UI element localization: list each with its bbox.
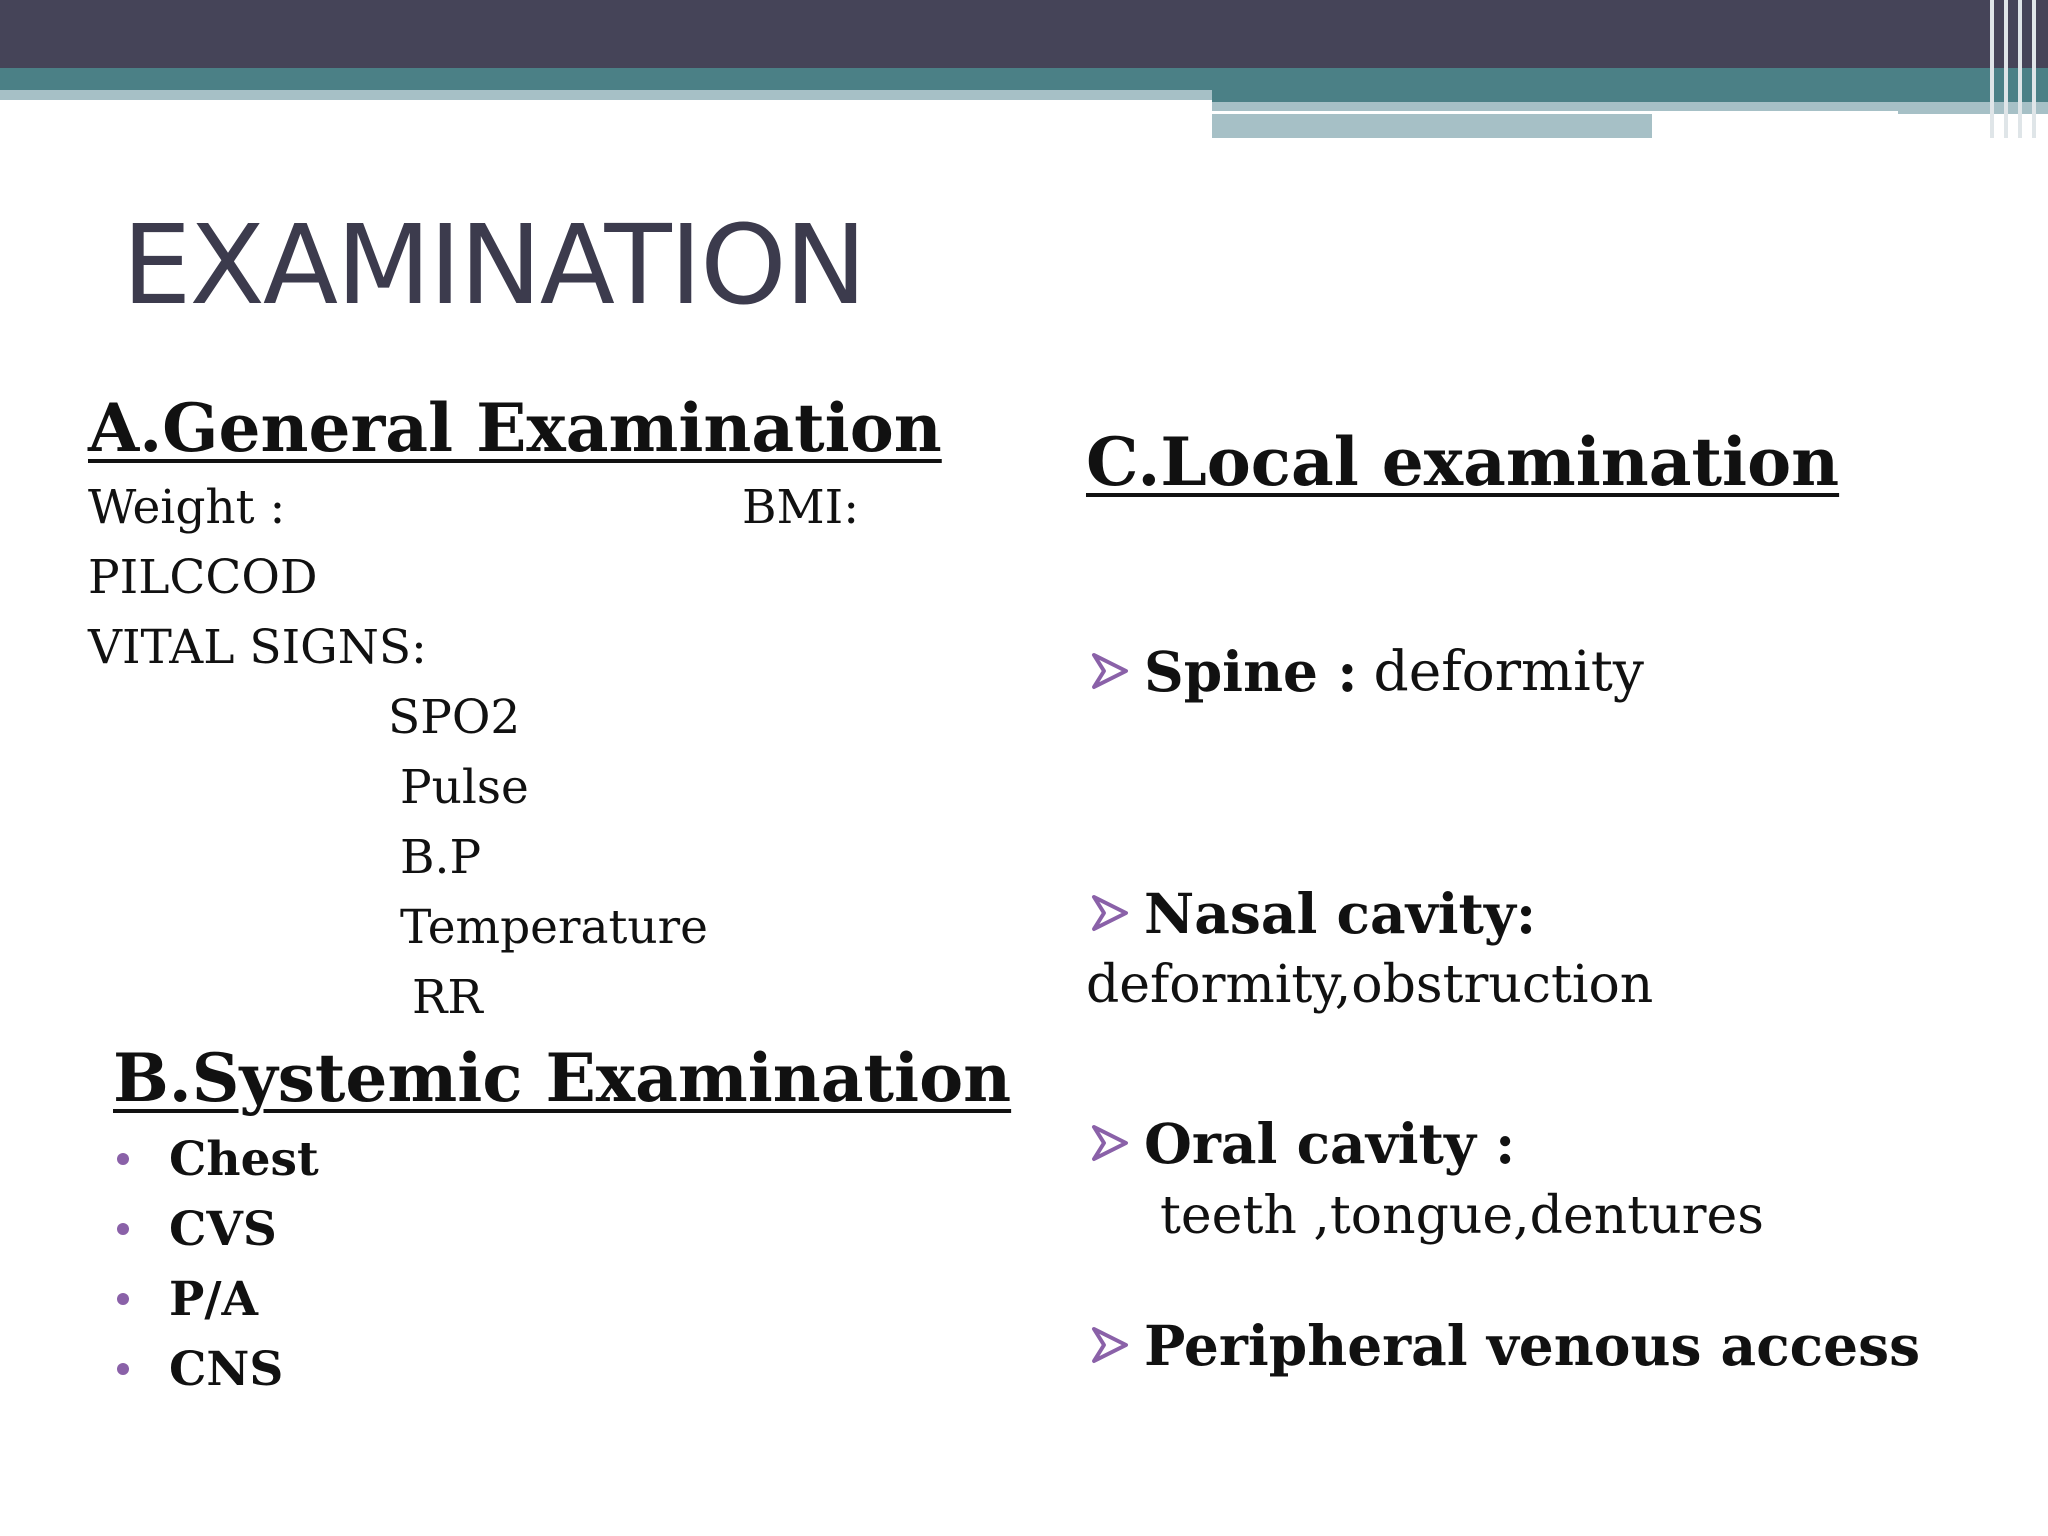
- spine-label: Spine :: [1144, 638, 1358, 704]
- arrow-bullet-icon: [1090, 1123, 1130, 1163]
- peripheral-label: Peripheral venous access: [1144, 1312, 1921, 1378]
- list-item: [113, 1194, 319, 1264]
- vital-bp: B.P: [400, 830, 482, 885]
- weight-label: Weight :: [88, 480, 286, 535]
- header-bar-light-right-lower: [1212, 114, 1652, 138]
- bmi-label: BMI:: [742, 480, 860, 535]
- list-item: [113, 1264, 319, 1334]
- header-bar-dark: [0, 0, 2048, 68]
- dot-bullet-icon: [117, 1153, 129, 1165]
- header-stripe: [2032, 0, 2036, 138]
- header-stripe: [2018, 0, 2022, 138]
- header-stripe: [1990, 0, 1994, 138]
- systemic-item-cvs: CVS: [169, 1201, 277, 1257]
- systemic-examination-heading: B.Systemic Examination: [113, 1039, 1012, 1117]
- arrow-bullet-icon: [1090, 893, 1130, 933]
- systemic-item-pa: P/A: [169, 1271, 258, 1327]
- nasal-value: deformity,obstruction: [1086, 955, 1654, 1015]
- systemic-item-cns: CNS: [169, 1341, 284, 1397]
- local-item-spine: [1090, 636, 1644, 706]
- spine-value: deformity: [1373, 639, 1644, 703]
- header-bar-light-left: [0, 90, 1212, 100]
- vital-temperature: Temperature: [400, 900, 708, 955]
- nasal-label: Nasal cavity:: [1144, 880, 1537, 946]
- vital-pulse: Pulse: [400, 760, 529, 815]
- dot-bullet-icon: [117, 1293, 129, 1305]
- general-examination-heading: A.General Examination: [88, 389, 942, 467]
- header-stripe: [2004, 0, 2008, 138]
- local-examination-heading: C.Local examination: [1086, 423, 1840, 501]
- systemic-list: [113, 1124, 319, 1404]
- pilccod-label: PILCCOD: [88, 550, 318, 605]
- list-item: [113, 1334, 319, 1404]
- oral-label: Oral cavity :: [1144, 1110, 1516, 1176]
- header-bar-teal-right: [1212, 90, 2048, 102]
- slide-title: EXAMINATION: [122, 201, 865, 329]
- local-item-nasal: [1090, 878, 1536, 948]
- vital-signs-label: VITAL SIGNS:: [88, 620, 427, 675]
- list-item: [113, 1124, 319, 1194]
- oral-value: teeth ,tongue,dentures: [1160, 1186, 1764, 1246]
- vital-spo2: SPO2: [388, 690, 521, 745]
- systemic-item-chest: Chest: [169, 1131, 319, 1187]
- dot-bullet-icon: [117, 1223, 129, 1235]
- vital-rr: RR: [412, 970, 483, 1025]
- local-item-oral: [1090, 1108, 1515, 1178]
- local-item-peripheral: [1090, 1310, 1920, 1380]
- dot-bullet-icon: [117, 1363, 129, 1375]
- header-bar-teal: [0, 68, 2048, 90]
- arrow-bullet-icon: [1090, 1325, 1130, 1365]
- arrow-bullet-icon: [1090, 651, 1130, 691]
